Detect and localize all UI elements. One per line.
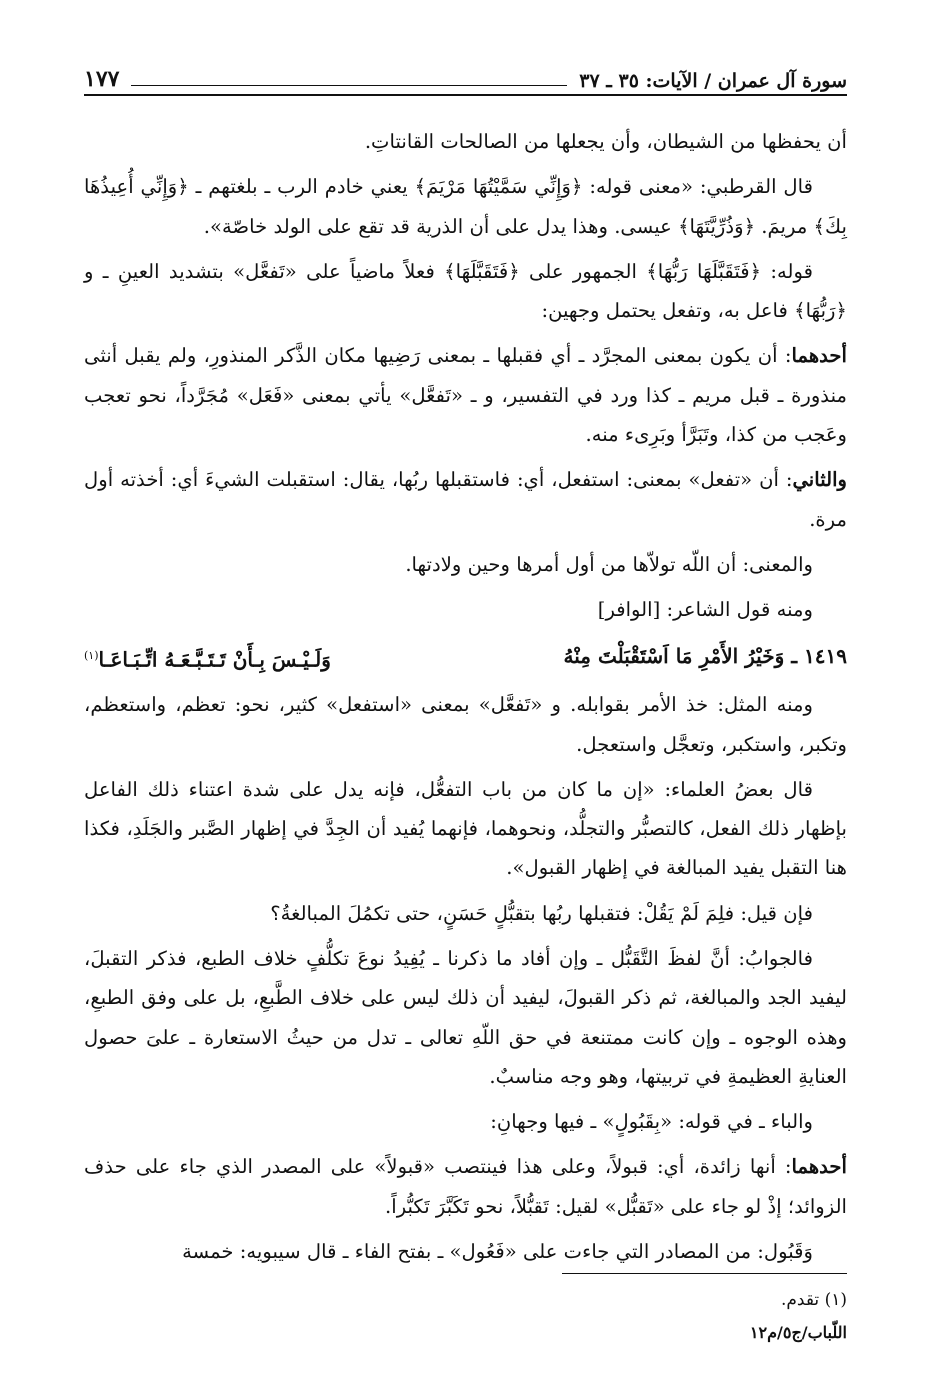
footnote-marker: (١) — [84, 648, 99, 662]
footnote: (١) تقدم. — [780, 1290, 847, 1310]
paragraph-lead: أحدهما — [791, 344, 847, 368]
paragraph-lead: والثاني — [792, 468, 847, 492]
paragraph: ومنه قول الشاعر: [الوافر] — [597, 598, 813, 622]
paragraph: وَقَبُول: من المصادر التي جاءت على «فَعُول» ـ بفتح الفاء ـ قال سيبويه: خمسة — [182, 1240, 813, 1264]
paragraph-body: : أنها زائدة، أي: قبولاً، وعلى هذا فينتصب «قبولاً» على المصدر الذي جاء على حذف الزوائد؛ إذْ لو جاء على «تَقبُّل» لقيل: تَقبُّلاً، نحو تَكَبَّرَ تَكبُّراً. — [84, 1155, 847, 1218]
verse-second-hemistich: وَلَـيْـسَ بِـأَنْ تَـتَـبَّـعَـهُ اتِّـبَـاعَـا$^{(١)}$ — [84, 647, 331, 672]
paragraph: والمعنى: أن اللّه تولاّها من أول أمرها وحين ولادتها. — [405, 552, 813, 576]
paragraph — [84, 460, 847, 539]
running-header — [84, 58, 847, 92]
page-number: ١٧٧ — [84, 66, 120, 92]
paragraph: قوله: ﴿فَتَقَبَّلَهَا رَبُّهَا﴾ الجمهور على ﴿فَتَقَبَّلَهَا﴾ فعلاً ماضياً على «تَفعَّل» بتشديد العينِ ـ و ﴿رَبُّهَا﴾ فاعل به، وتفعل يحتمل وجهين: — [84, 259, 847, 323]
paragraph: قال بعضُ العلماء: «إن ما كان من باب التفعُّل، فإنه يدل على شدة اعتناء ذلك الفاعل بإظهار ذلك الفعل، كالتصبُّر والتجلُّد، ونحوهما، فإنهما يُفيد أن الجِدَّ في إظهار الصَّبر والجَلَدِ، فكذا هنا التقبل يفيد المبالغة في إظهار القبول». — [84, 777, 847, 880]
paragraph-body: : أن «تفعل» بمعنى: استفعل، أي: فاستقبلها ربُها، يقال: استقبلت الشيءَ أي: أخذته أول مرة. — [84, 468, 847, 531]
main-text — [84, 122, 847, 1277]
verse-number: ١٤١٩ — [804, 643, 847, 668]
header-leader-line — [131, 85, 567, 86]
paragraph-lead: أحدهما — [791, 1155, 847, 1179]
poetry-verse — [84, 636, 847, 680]
chapter-title: سورة آل عمران / الآيات: ٣٥ ـ ٣٧ — [579, 70, 847, 92]
footnote-separator — [562, 1273, 847, 1274]
paragraph — [84, 1147, 847, 1226]
paragraph: والباء ـ في قوله: «بِقَبُولٍ» ـ فيها وجهانِ: — [490, 1110, 813, 1134]
header-rule — [84, 94, 847, 96]
printer-signature: اللّباب/ج٥/م١٢ — [749, 1323, 847, 1342]
paragraph: قال القرطبي: «معنى قوله: ﴿وَإِنِّي سَمَّيْتُهَا مَرْيَمَ﴾ يعني خادم الرب ـ بلغتهم ـ ﴿وَإِنِّي أُعِيذُهَا بِكَ﴾ مريمَ. ﴿وَذُرِّيَّتَهَا﴾ عيسى. وهذا يدل على أن الذرية قد تقع على الولد خاصّة». — [84, 175, 847, 238]
paragraph-body: : أن يكون بمعنى المجرَّد ـ أي فقبلها ـ بمعنى رَضِيها مكان الذَّكر المنذورِ، ولم يقبل أنثى منذورة ـ قبل مريم ـ كذا ورد في التفسير، و ـ «تَفعَّل» يأتي بمعنى «فَعَل» مُجَرَّداً، نحو تعجب وعَجب من كذا، وتَبَرَّأ وبَرِىء منه. — [84, 344, 847, 447]
paragraph: أن يحفظها من الشيطان، وأن يجعلها من الصالحات القانتاتِ. — [364, 130, 847, 153]
verse-first-hemistich: ١٤١٩ ـ وَخَيْرُ الأَمْرِ مَا اَسْتَقْبَلْتَ مِنْهُ — [563, 643, 847, 668]
paragraph: فالجوابُ: أنَّ لفظَ التَّقَبُّل ـ وإن أفاد ما ذكرنا ـ يُفِيدُ نوعَ تكلُّفٍ خلاف الطبع، فذكر التقبلَ، ليفيد الجد والمبالغة، ثم ذكر القبولَ، ليفيد أن ذلك ليس على خلاف الطَّبعِ، بل على وفق الطبعِ، وهذه الوجوه ـ وإن كانت ممتنعة في حق اللّهِ تعالى ـ تدل من حيثُ الاستعارة ـ علىَ حصول العنايةِ العظيمةِ في تربيتها، وهو وجه مناسبٌ. — [84, 947, 847, 1088]
paragraph — [84, 336, 847, 454]
paragraph: ومنه المثل: خذ الأمر بقوابله. و «تَفعَّل» بمعنى «استفعل» كثير، نحو: تعظم، واستعظم، وتكبر، واستكبر، وتعجَّل واستعجل. — [84, 693, 847, 756]
paragraph: فإن قيل: فلِمَ لَمْ يَقُلْ: فتقبلها ربُها بتقبُّلٍ حَسَنٍ، حتى تكمُلَ المبالغةُ؟ — [270, 901, 813, 925]
